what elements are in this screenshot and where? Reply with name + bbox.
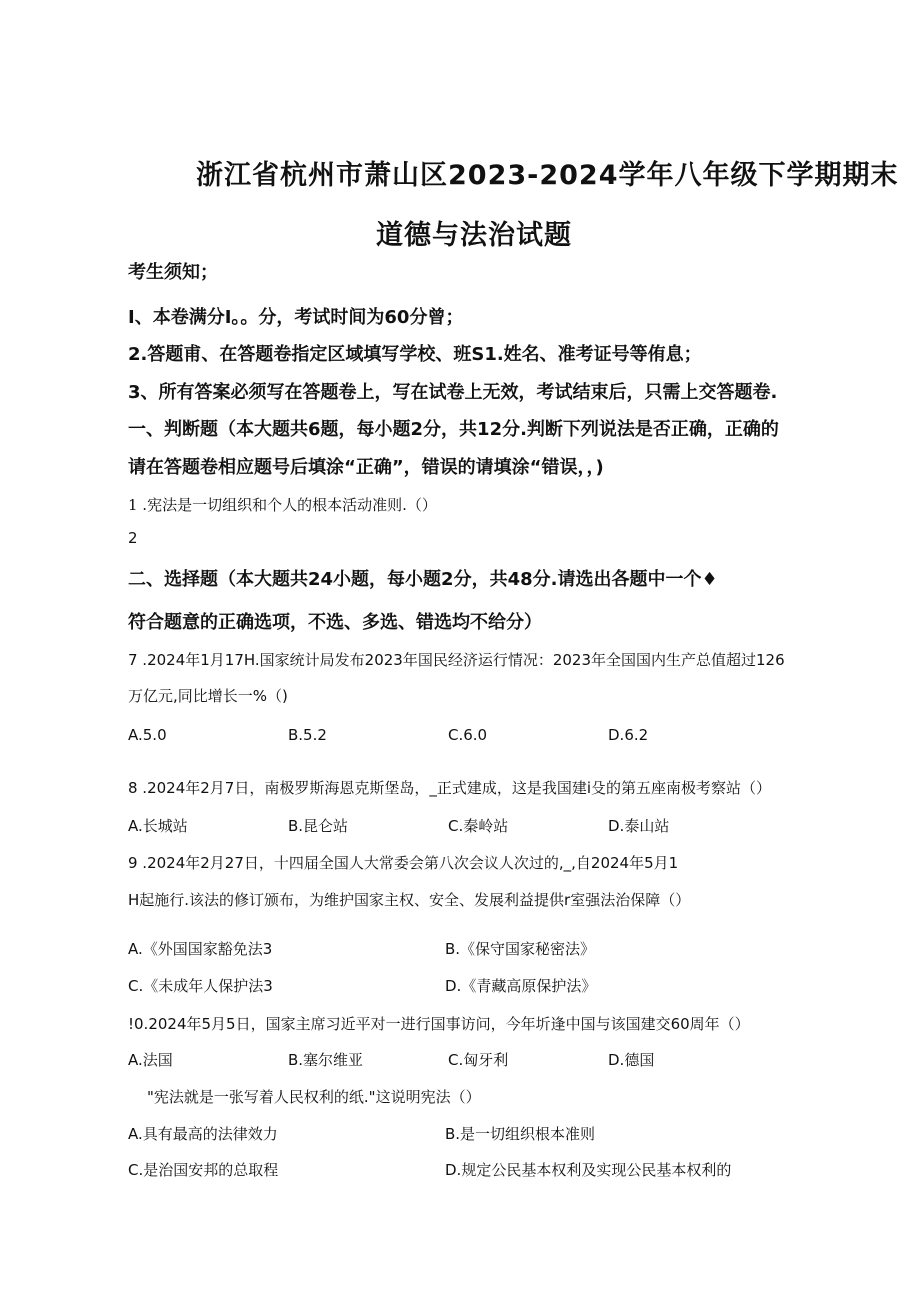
question-7-option-b: B.5.2 bbox=[288, 726, 327, 744]
question-11-option-c: C.是治国安邦的总取程 bbox=[128, 1161, 279, 1179]
question-8-option-b: B.昆仑站 bbox=[288, 817, 349, 835]
question-1: 1 .宪法是一切组织和个人的根本活动准则.（） bbox=[128, 496, 437, 514]
question-9-stem-line2: H起施行.该法的修订颁布，为维护国家主权、安全、发展利益提供r室强法治保障（） bbox=[128, 891, 691, 909]
question-11-option-a: A.具有最高的法律效力 bbox=[128, 1125, 278, 1143]
question-9-stem-line1: 9 .2024年2月27日，十四届全国人大常委会第八次会议人次过的,_,自2024年5月1 bbox=[128, 854, 679, 872]
question-11-option-b: B.是一切组织根本准则 bbox=[445, 1125, 596, 1143]
question-9-option-d: D.《青藏高原保护法》 bbox=[445, 977, 597, 995]
section1-heading-line1: 一、判断题（本大题共6题，每小题2分，共12分.判断下列说法是否正确，正确的 bbox=[128, 419, 779, 440]
question-10-option-a: A.法国 bbox=[128, 1051, 173, 1069]
notice-item-3: 3、所有答案必须写在答题卷上，写在试卷上无效，考试结束后，只需上交答题卷. bbox=[128, 382, 778, 403]
question-11-option-d: D.规定公民基本权利及实现公民基本权利的 bbox=[445, 1161, 732, 1179]
notice-heading: 考生须知； bbox=[128, 262, 218, 283]
question-10-option-c: C.匈牙利 bbox=[448, 1051, 509, 1069]
section1-heading-line2: 请在答题卷相应题号后填涂“正确”，错误的请填涂“错误，，) bbox=[128, 457, 604, 478]
question-7-option-a: A.5.0 bbox=[128, 726, 167, 744]
question-8-option-c: C.秦岭站 bbox=[448, 817, 509, 835]
notice-item-1: I、本卷满分I。。分，考试时间为60分曾； bbox=[128, 307, 464, 328]
question-7-stem-line2: 万亿元,同比增长一%（) bbox=[128, 687, 288, 705]
question-7-option-d: D.6.2 bbox=[608, 726, 649, 744]
question-2: 2 bbox=[128, 529, 138, 547]
section2-heading-line1: 二、选择题（本大题共24小题，每小题2分，共48分.请选出各题中一个♦ bbox=[128, 569, 718, 590]
question-9-option-b: B.《保守国家秘密法》 bbox=[445, 940, 596, 958]
question-10-option-d: D.德国 bbox=[608, 1051, 655, 1069]
question-10-option-b: B.塞尔维亚 bbox=[288, 1051, 364, 1069]
question-8-option-d: D.泰山站 bbox=[608, 817, 670, 835]
exam-title-line2: 道德与法治试题 bbox=[376, 220, 572, 251]
exam-title-line1: 浙江省杭州市萧山区2023-2024学年八年级下学期期末 bbox=[196, 160, 899, 191]
question-8-stem: 8 .2024年2月7日，南极罗斯海恩克斯堡岛，_正式建成，这是我国建i殳的第五座南极考察站（） bbox=[128, 779, 772, 797]
question-11-stem: "宪法就是一张写着人民权利的纸."这说明宪法（） bbox=[147, 1088, 481, 1106]
question-7-stem-line1: 7 .2024年1月17H.国家统计局发布2023年国民经济运行情况：2023年全国国内生产总值超过126 bbox=[128, 651, 785, 669]
question-9-option-a: A.《外国国家豁免法3 bbox=[128, 940, 273, 958]
question-8-option-a: A.长城站 bbox=[128, 817, 188, 835]
question-9-option-c: C.《未成年人保护法3 bbox=[128, 977, 273, 995]
section2-heading-line2: 符合题意的正确选项，不选、多选、错选均不给分） bbox=[128, 612, 542, 633]
question-7-option-c: C.6.0 bbox=[448, 726, 488, 744]
question-10-stem: !0.2024年5月5日，国家主席习近平对一进行国事访问，今年圻逢中国与该国建交60周年（） bbox=[128, 1015, 750, 1033]
notice-item-2: 2.答题甫、在答题卷指定区域填写学校、班S1.姓名、准考证号等侑息； bbox=[128, 344, 702, 365]
